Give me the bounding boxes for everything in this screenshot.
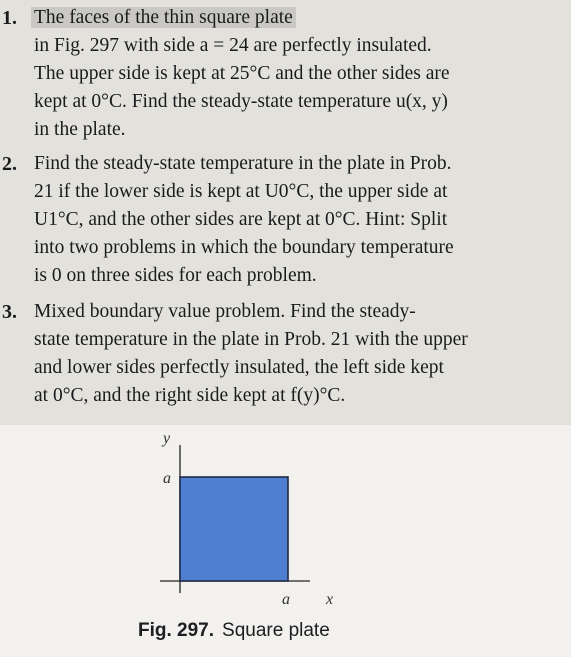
plate-width-label: a — [282, 591, 290, 608]
figure-title: Square plate — [222, 620, 330, 641]
problem-line — [34, 4, 296, 32]
problem-line: The upper side is kept at 25°C and the other sides are — [34, 63, 450, 84]
problem-line: 21 if the lower side is kept at U0°C, the upper side at — [34, 181, 448, 202]
problem-line: is 0 on three sides for each problem. — [34, 265, 317, 286]
plate-height-label: a — [163, 470, 171, 487]
problem-line: Find the steady-state temperature in the plate in Prob. — [34, 153, 452, 174]
problem-line: into two problems in which the boundary temperature — [34, 237, 454, 258]
x-axis-label: x — [326, 591, 334, 608]
problem-line: in Fig. 297 with side a = 24 are perfectly insulated. — [34, 35, 432, 56]
problem-line: U1°C, and the other sides are kept at 0°C. Hint: Split — [34, 209, 448, 230]
problem-line: state temperature in the plate in Prob. 21 with the upper — [34, 329, 468, 350]
problem-line: in the plate. — [34, 119, 126, 140]
problem-number: 2. — [2, 153, 17, 175]
y-axis-label: y — [163, 430, 171, 447]
figure-number: Fig. 297. — [138, 620, 215, 641]
problem-number: 1. — [2, 7, 17, 29]
figure-caption — [138, 620, 330, 642]
figure-297 — [0, 425, 571, 657]
problem-number: 3. — [2, 301, 17, 323]
problem-line: kept at 0°C. Find the steady-state temperature u(x, y) — [34, 91, 448, 112]
problem-line: at 0°C, and the right side kept at f(y)°C. — [34, 385, 346, 406]
problem-line: and lower sides perfectly insulated, the left side kept — [34, 357, 444, 378]
square-plate — [180, 477, 288, 581]
problem-line: Mixed boundary value problem. Find the steady- — [34, 301, 416, 322]
highlighted-text: The faces of the thin square plate — [31, 7, 296, 28]
